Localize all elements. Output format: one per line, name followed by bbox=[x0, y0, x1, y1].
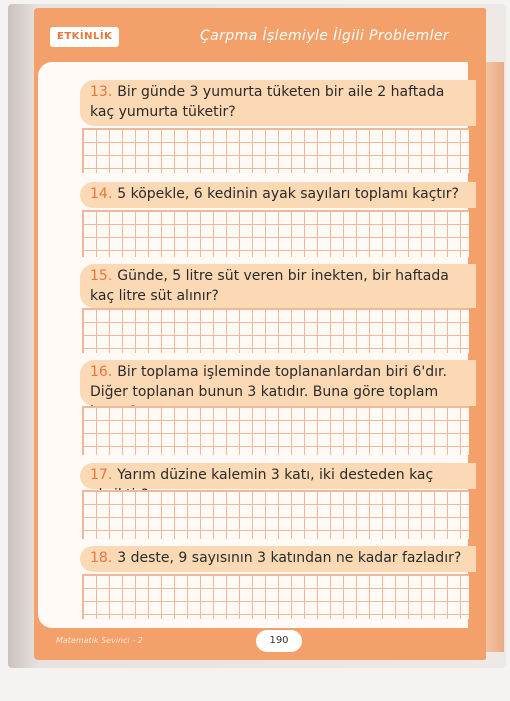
answer-grid-18[interactable] bbox=[82, 574, 469, 619]
question-text: Yarım düzine kalemin 3 katı, iki desteden kaç bbox=[117, 467, 434, 483]
answer-grid-17[interactable] bbox=[82, 490, 469, 539]
question-text: Bir toplama işleminde toplananlardan biri 6'dır. Diğer toplanan bunun 3 katıdır. Buna göre toplam bbox=[90, 364, 447, 400]
question-number: 13. bbox=[90, 84, 113, 100]
question-number: 16. bbox=[90, 364, 113, 380]
question-text: Bir günde 3 yumurta tüketen bir aile 2 haftada kaç yumurta tüketir? bbox=[90, 84, 445, 120]
page-footer bbox=[50, 632, 490, 654]
answer-grid-14[interactable] bbox=[82, 210, 469, 257]
question-number: 17. bbox=[90, 467, 113, 483]
answer-grid-13[interactable] bbox=[82, 128, 469, 173]
answer-grid-16[interactable] bbox=[82, 406, 469, 455]
book-title: Matematik Sevinci - 2 bbox=[56, 636, 143, 645]
page-number: 190 bbox=[256, 630, 302, 652]
question-18 bbox=[80, 546, 476, 572]
question-text: 5 köpekle, 6 kedinin ayak sayıları toplamı kaçtır? bbox=[117, 186, 459, 202]
question-17 bbox=[80, 463, 476, 489]
question-text: 3 deste, 9 sayısının 3 katından ne kadar fazladır? bbox=[117, 550, 462, 566]
question-text: Günde, 5 litre süt veren bir inekten, bir haftada kaç litre süt alınır? bbox=[90, 268, 449, 304]
question-number: 15. bbox=[90, 268, 113, 284]
question-13 bbox=[80, 80, 476, 126]
answer-grid-15[interactable] bbox=[82, 308, 469, 353]
question-15 bbox=[80, 264, 476, 308]
page-title: Çarpma İşlemiyle İlgili Problemler bbox=[200, 28, 450, 44]
question-number: 18. bbox=[90, 550, 113, 566]
activity-badge: ETKİNLİK bbox=[50, 27, 119, 47]
question-14 bbox=[80, 182, 476, 208]
question-16 bbox=[80, 360, 476, 406]
question-number: 14. bbox=[90, 186, 113, 202]
